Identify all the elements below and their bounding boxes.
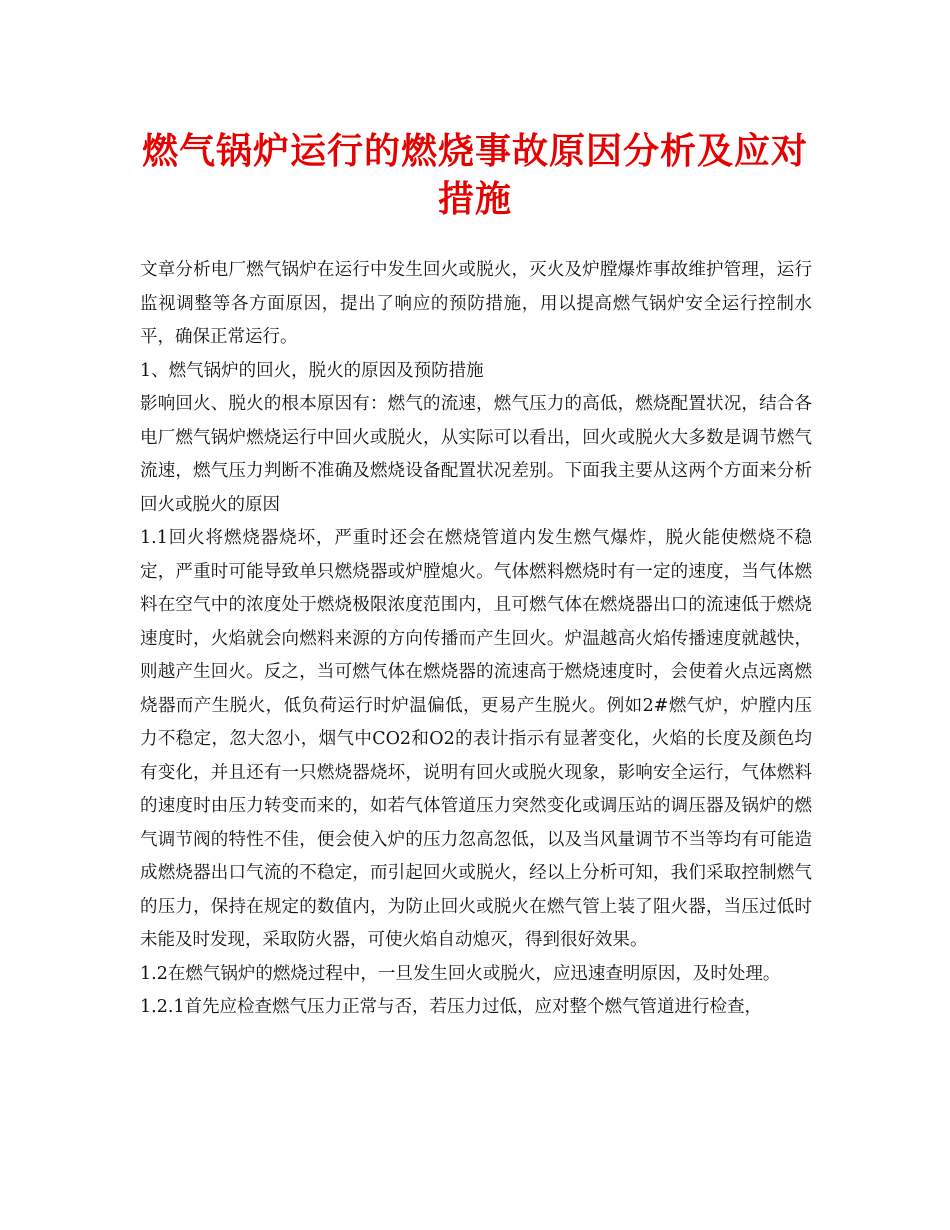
section-heading-1: 1、燃气锅炉的回火，脱火的原因及预防措施 — [140, 360, 484, 381]
paragraph-1-1: 1.1回火将燃烧器烧坏，严重时还会在燃烧管道内发生燃气爆炸，脱火能使燃烧不稳定，严重时可能导致单只燃烧器或炉膛熄火。气体燃料燃烧时有一定的速度，当气体燃料在空气中的浓度处于燃烧极限浓度范围内，且可燃气体在燃烧器出口的流速低于燃烧速度时，火焰就会向燃料来源的方向传播而产生回火。炉温越高火焰传播速度就越快，则越产生回火。反之，当可燃气体在燃烧器的流速高于燃烧速度时，会使着火点远离燃烧器而产生脱火，低负荷运行时炉温偏低，更易产生脱火。例如2#燃气炉，炉膛内压力不稳定，忽大忽小，烟气中CO2和O2的表计指示有显著变化，火焰的长度及颜色均有变化，并且还有一只燃烧器烧坏，说明有回火或脱火现象，影响安全运行，气体燃料的速度时由压力转变而来的，如若气体管道压力突然变化或调压站的调压器及锅炉的燃气调节阀的特性不佳，便会使入炉的压力忽高忽低，以及当风量调节不当等均有可能造成燃烧器出口气流的不稳定，而引起回火或脱火，经以上分析可知，我们采取控制燃气的压力，保持在规定的数值内，为防止回火或脱火在燃气管上装了阻火器，当压过低时未能及时发现，采取防火器，可使火焰自动熄灭，得到很好效果。 — [140, 528, 812, 950]
paragraph-abstract: 文章分析电厂燃气锅炉在运行中发生回火或脱火，灭火及炉膛爆炸事故维护管理，运行监视调整等各方面原因，提出了响应的预防措施，用以提高燃气锅炉安全运行控制水平，确保正常运行。 — [140, 260, 812, 347]
paragraph-1-2-1: 1.2.1首先应检查燃气压力正常与否，若压力过低，应对整个燃气管道进行检查， — [140, 997, 763, 1017]
document-title: 燃气锅炉运行的燃烧事故原因分析及应对措施 — [141, 131, 808, 220]
paragraph-1-2: 1.2在燃气锅炉的燃烧过程中，一旦发生回火或脱火，应迅速查明原因，及时处理。 — [140, 963, 781, 984]
paragraph-causes: 影响回火、脱火的根本原因有：燃气的流速，燃气压力的高低，燃烧配置状况，结合各电厂燃气锅炉燃烧运行中回火或脱火，从实际可以看出，回火或脱火大多数是调节燃气流速，燃气压力判断不准确及燃烧设备配置状况差别。下面我主要从这两个方面来分析回火或脱火的原因 — [140, 394, 812, 515]
document-body — [140, 254, 812, 1025]
